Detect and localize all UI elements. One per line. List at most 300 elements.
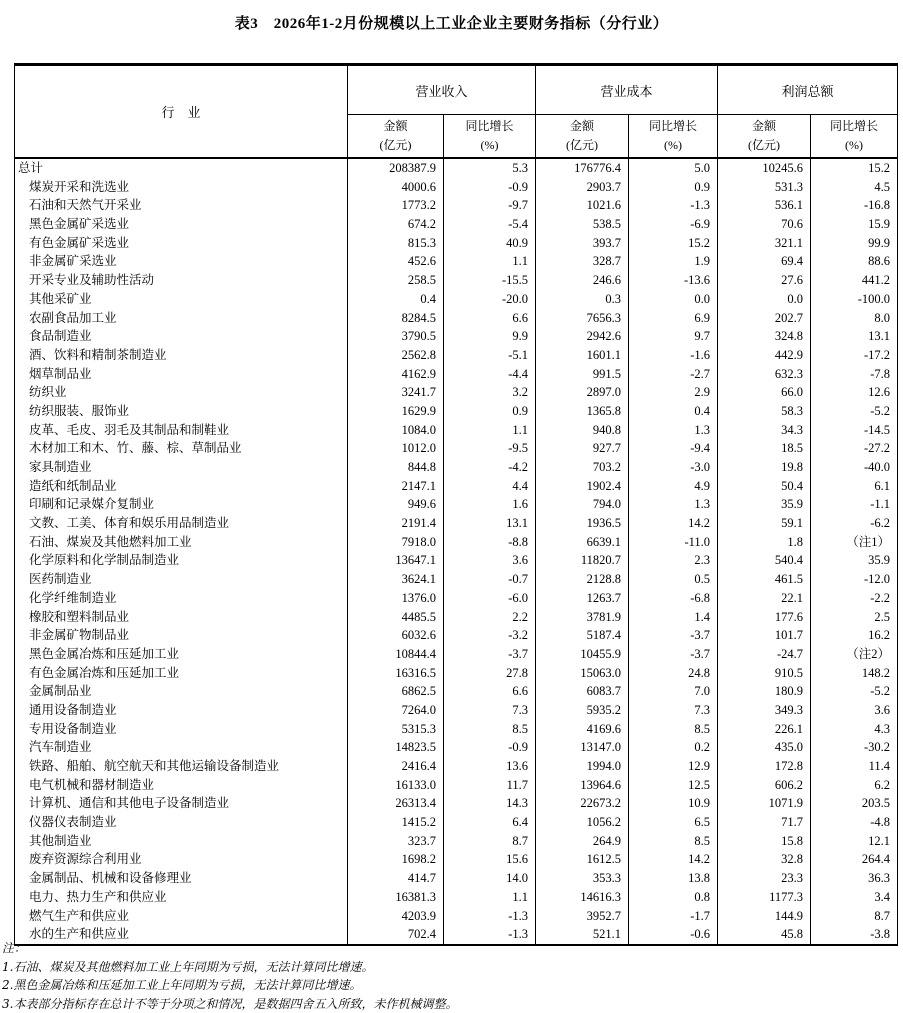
value-cell: -9.5 <box>444 439 536 458</box>
value-cell: 435.0 <box>718 738 811 757</box>
industry-cell: 纺织业 <box>15 383 348 402</box>
value-cell: 1.8 <box>718 533 811 552</box>
table-row <box>15 907 898 926</box>
value-cell: 353.3 <box>536 869 629 888</box>
value-cell: 4162.9 <box>348 365 444 384</box>
value-cell: -3.7 <box>444 645 536 664</box>
value-cell: -0.9 <box>444 178 536 197</box>
value-cell: 26313.4 <box>348 794 444 813</box>
industry-cell: 电力、热力生产和供应业 <box>15 888 348 907</box>
value-cell: 40.9 <box>444 234 536 253</box>
value-cell: 8.5 <box>629 720 718 739</box>
value-cell: -4.4 <box>444 365 536 384</box>
amount-label: 金额 <box>752 119 776 133</box>
value-cell: -5.2 <box>811 402 898 421</box>
table-row <box>15 495 898 514</box>
table-row <box>15 178 898 197</box>
industry-cell: 废弃资源综合利用业 <box>15 850 348 869</box>
value-cell: 69.4 <box>718 252 811 271</box>
value-cell: 323.7 <box>348 832 444 851</box>
value-cell: 1698.2 <box>348 850 444 869</box>
value-cell: 88.6 <box>811 252 898 271</box>
table-row <box>15 327 898 346</box>
value-cell: -0.9 <box>444 738 536 757</box>
value-cell: -12.0 <box>811 570 898 589</box>
table-row <box>15 720 898 739</box>
value-cell: 203.5 <box>811 794 898 813</box>
value-cell: 452.6 <box>348 252 444 271</box>
value-cell: 177.6 <box>718 608 811 627</box>
value-cell: 3781.9 <box>536 608 629 627</box>
value-cell: 71.7 <box>718 813 811 832</box>
value-cell: 3241.7 <box>348 383 444 402</box>
table-row <box>15 776 898 795</box>
value-cell: 10844.4 <box>348 645 444 664</box>
value-cell: 4.4 <box>444 477 536 496</box>
value-cell: 703.2 <box>536 458 629 477</box>
sub-header-profit-growth <box>811 115 898 159</box>
value-cell: -5.4 <box>444 215 536 234</box>
value-cell: 1056.2 <box>536 813 629 832</box>
value-cell: 7264.0 <box>348 701 444 720</box>
value-cell: -5.2 <box>811 682 898 701</box>
value-cell: 7.3 <box>444 701 536 720</box>
value-cell: 11.7 <box>444 776 536 795</box>
amount-unit-label: (亿元) <box>566 138 598 152</box>
value-cell: -5.1 <box>444 346 536 365</box>
value-cell: -3.0 <box>629 458 718 477</box>
table-row <box>15 701 898 720</box>
growth-unit-label: (%) <box>845 138 863 152</box>
value-cell: -1.6 <box>629 346 718 365</box>
value-cell: -3.8 <box>811 925 898 945</box>
value-cell: 180.9 <box>718 682 811 701</box>
value-cell: 4203.9 <box>348 907 444 926</box>
value-cell: 1.6 <box>444 495 536 514</box>
value-cell: 16133.0 <box>348 776 444 795</box>
value-cell: 2942.6 <box>536 327 629 346</box>
value-cell: 2147.1 <box>348 477 444 496</box>
value-cell: 14.2 <box>629 850 718 869</box>
table-row <box>15 346 898 365</box>
value-cell: 815.3 <box>348 234 444 253</box>
value-cell: 2.9 <box>629 383 718 402</box>
value-cell: 632.3 <box>718 365 811 384</box>
value-cell: 8.7 <box>811 907 898 926</box>
amount-label: 金额 <box>383 119 407 133</box>
value-cell: 940.8 <box>536 421 629 440</box>
value-cell: 58.3 <box>718 402 811 421</box>
value-cell: 23.3 <box>718 869 811 888</box>
value-cell: 0.0 <box>629 290 718 309</box>
table-row <box>15 439 898 458</box>
value-cell: 15.6 <box>444 850 536 869</box>
value-cell: 8284.5 <box>348 309 444 328</box>
table-row <box>15 626 898 645</box>
value-cell: -3.7 <box>629 626 718 645</box>
value-cell: 3624.1 <box>348 570 444 589</box>
value-cell: 22.1 <box>718 589 811 608</box>
value-cell: 349.3 <box>718 701 811 720</box>
value-cell: 3.2 <box>444 383 536 402</box>
value-cell: -8.8 <box>444 533 536 552</box>
table-row <box>15 290 898 309</box>
industry-cell: 专用设备制造业 <box>15 720 348 739</box>
value-cell: 66.0 <box>718 383 811 402</box>
value-cell: 5187.4 <box>536 626 629 645</box>
value-cell: 14616.3 <box>536 888 629 907</box>
value-cell: -0.6 <box>629 925 718 945</box>
value-cell: 1177.3 <box>718 888 811 907</box>
value-cell: 2.2 <box>444 608 536 627</box>
value-cell: 1.1 <box>444 888 536 907</box>
table-row <box>15 365 898 384</box>
note-item-3: 3.本表部分指标存在总计不等于分项之和情况，是数据四舍五入所致，未作机械调整。 <box>2 995 892 1013</box>
value-cell: 2562.8 <box>348 346 444 365</box>
value-cell: 14.3 <box>444 794 536 813</box>
industry-cell: 非金属矿采选业 <box>15 252 348 271</box>
value-cell: 1021.6 <box>536 196 629 215</box>
value-cell: 9.9 <box>444 327 536 346</box>
value-cell: 14.0 <box>444 869 536 888</box>
table-row <box>15 158 898 178</box>
table-row <box>15 252 898 271</box>
table-row <box>15 533 898 552</box>
value-cell: 949.6 <box>348 495 444 514</box>
value-cell: -1.7 <box>629 907 718 926</box>
value-cell: 0.0 <box>718 290 811 309</box>
value-cell: 15.2 <box>811 158 898 178</box>
value-cell: -0.7 <box>444 570 536 589</box>
value-cell: 1263.7 <box>536 589 629 608</box>
industry-column-header: 行 业 <box>15 65 348 159</box>
industry-cell: 化学纤维制造业 <box>15 589 348 608</box>
table-row <box>15 869 898 888</box>
value-cell: 13.6 <box>444 757 536 776</box>
value-cell: 13964.6 <box>536 776 629 795</box>
value-cell: 521.1 <box>536 925 629 945</box>
value-cell: 606.2 <box>718 776 811 795</box>
value-cell: 1773.2 <box>348 196 444 215</box>
value-cell: 441.2 <box>811 271 898 290</box>
value-cell: -3.2 <box>444 626 536 645</box>
table-row <box>15 832 898 851</box>
value-cell: 202.7 <box>718 309 811 328</box>
value-cell: -6.8 <box>629 589 718 608</box>
table-row <box>15 477 898 496</box>
table-row <box>15 383 898 402</box>
group-header-row <box>15 65 898 115</box>
value-cell: 176776.4 <box>536 158 629 178</box>
amount-label: 金额 <box>570 119 594 133</box>
growth-label: 同比增长 <box>830 119 878 133</box>
industry-cell: 有色金属冶炼和压延加工业 <box>15 664 348 683</box>
value-cell: 1365.8 <box>536 402 629 421</box>
value-cell: 6083.7 <box>536 682 629 701</box>
group-header-operating-revenue: 营业收入 <box>348 65 536 115</box>
value-cell: 6.2 <box>811 776 898 795</box>
table-row <box>15 589 898 608</box>
note-item-1: 1.石油、煤炭及其他燃料加工业上年同期为亏损，无法计算同比增速。 <box>2 958 892 977</box>
value-cell: 34.3 <box>718 421 811 440</box>
value-cell: 45.8 <box>718 925 811 945</box>
value-cell: 393.7 <box>536 234 629 253</box>
industry-cell: 文教、工美、体育和娱乐用品制造业 <box>15 514 348 533</box>
value-cell: 144.9 <box>718 907 811 926</box>
value-cell: 1902.4 <box>536 477 629 496</box>
table-row <box>15 551 898 570</box>
table-row <box>15 813 898 832</box>
value-cell: 16.2 <box>811 626 898 645</box>
value-cell: 0.3 <box>536 290 629 309</box>
value-cell: 11820.7 <box>536 551 629 570</box>
value-cell: -6.2 <box>811 514 898 533</box>
value-cell: 0.9 <box>629 178 718 197</box>
value-cell: 2416.4 <box>348 757 444 776</box>
value-cell: 1.9 <box>629 252 718 271</box>
value-cell: -100.0 <box>811 290 898 309</box>
industry-cell: 其他采矿业 <box>15 290 348 309</box>
industry-cell: 食品制造业 <box>15 327 348 346</box>
value-cell: 13.1 <box>444 514 536 533</box>
table-row <box>15 458 898 477</box>
industry-cell: 电气机械和器材制造业 <box>15 776 348 795</box>
value-cell: 1.1 <box>444 421 536 440</box>
value-cell: -16.8 <box>811 196 898 215</box>
value-cell: 13.8 <box>629 869 718 888</box>
value-cell: 50.4 <box>718 477 811 496</box>
value-cell: -27.2 <box>811 439 898 458</box>
value-cell: 7918.0 <box>348 533 444 552</box>
value-cell: -1.3 <box>444 907 536 926</box>
value-cell: -4.8 <box>811 813 898 832</box>
value-cell: -4.2 <box>444 458 536 477</box>
industry-cell: 煤炭开采和洗选业 <box>15 178 348 197</box>
value-cell: 6862.5 <box>348 682 444 701</box>
value-cell: 13147.0 <box>536 738 629 757</box>
value-cell: -1.3 <box>629 196 718 215</box>
table-row <box>15 608 898 627</box>
value-cell: 226.1 <box>718 720 811 739</box>
table-row <box>15 402 898 421</box>
value-cell: 6.1 <box>811 477 898 496</box>
value-cell: 6.5 <box>629 813 718 832</box>
value-cell: 101.7 <box>718 626 811 645</box>
sub-header-profit-amount <box>718 115 811 159</box>
table-row <box>15 271 898 290</box>
table-row <box>15 196 898 215</box>
value-cell: 172.8 <box>718 757 811 776</box>
value-cell: 27.8 <box>444 664 536 683</box>
amount-unit-label: (亿元) <box>748 138 780 152</box>
industry-cell: 橡胶和塑料制品业 <box>15 608 348 627</box>
value-cell: 258.5 <box>348 271 444 290</box>
sub-header-cost-growth <box>629 115 718 159</box>
industry-cell: 计算机、通信和其他电子设备制造业 <box>15 794 348 813</box>
industry-cell: 黑色金属矿采选业 <box>15 215 348 234</box>
industry-cell: 纺织服装、服饰业 <box>15 402 348 421</box>
table-row <box>15 888 898 907</box>
value-cell: -7.8 <box>811 365 898 384</box>
value-cell: 674.2 <box>348 215 444 234</box>
value-cell: 264.4 <box>811 850 898 869</box>
value-cell: 15.2 <box>629 234 718 253</box>
value-cell: 4000.6 <box>348 178 444 197</box>
value-cell: 1084.0 <box>348 421 444 440</box>
value-cell: 1629.9 <box>348 402 444 421</box>
value-cell: -14.5 <box>811 421 898 440</box>
table-row <box>15 570 898 589</box>
value-cell: 15.8 <box>718 832 811 851</box>
value-cell: 12.6 <box>811 383 898 402</box>
value-cell: 540.4 <box>718 551 811 570</box>
value-cell: -11.0 <box>629 533 718 552</box>
value-cell: 264.9 <box>536 832 629 851</box>
table-row <box>15 215 898 234</box>
value-cell: 10.9 <box>629 794 718 813</box>
industry-cell: 医药制造业 <box>15 570 348 589</box>
value-cell: 4.3 <box>811 720 898 739</box>
value-cell: 0.2 <box>629 738 718 757</box>
value-cell: 16316.5 <box>348 664 444 683</box>
value-cell: -2.2 <box>811 589 898 608</box>
value-cell: 2.3 <box>629 551 718 570</box>
value-cell: 12.9 <box>629 757 718 776</box>
value-cell: 4485.5 <box>348 608 444 627</box>
value-cell: -3.7 <box>629 645 718 664</box>
group-header-total-profit: 利润总额 <box>718 65 898 115</box>
industry-cell: 非金属矿物制品业 <box>15 626 348 645</box>
value-cell: -24.7 <box>718 645 811 664</box>
table-row <box>15 738 898 757</box>
value-cell: 1601.1 <box>536 346 629 365</box>
value-cell: 27.6 <box>718 271 811 290</box>
growth-label: 同比增长 <box>466 119 514 133</box>
value-cell: 328.7 <box>536 252 629 271</box>
value-cell: 14823.5 <box>348 738 444 757</box>
value-cell: 3.6 <box>444 551 536 570</box>
value-cell: 414.7 <box>348 869 444 888</box>
value-cell: 531.3 <box>718 178 811 197</box>
industry-cell: 石油和天然气开采业 <box>15 196 348 215</box>
value-cell: 4.5 <box>811 178 898 197</box>
value-cell: 5.3 <box>444 158 536 178</box>
value-cell: -30.2 <box>811 738 898 757</box>
value-cell: 15.9 <box>811 215 898 234</box>
value-cell: 1376.0 <box>348 589 444 608</box>
amount-unit-label: (亿元) <box>380 138 412 152</box>
value-cell: 1.3 <box>629 421 718 440</box>
value-cell: 0.4 <box>629 402 718 421</box>
growth-unit-label: (%) <box>481 138 499 152</box>
value-cell: 12.1 <box>811 832 898 851</box>
value-cell: -20.0 <box>444 290 536 309</box>
page-title: 表3 2026年1-2月份规模以上工业企业主要财务指标（分行业） <box>0 12 903 33</box>
value-cell: 794.0 <box>536 495 629 514</box>
value-cell: 7656.3 <box>536 309 629 328</box>
value-cell: -9.4 <box>629 439 718 458</box>
value-cell: 13647.1 <box>348 551 444 570</box>
industry-cell: 开采专业及辅助性活动 <box>15 271 348 290</box>
value-cell: 32.8 <box>718 850 811 869</box>
growth-label: 同比增长 <box>649 119 697 133</box>
value-cell: 0.5 <box>629 570 718 589</box>
value-cell: 6032.6 <box>348 626 444 645</box>
value-cell: 13.1 <box>811 327 898 346</box>
value-cell: -9.7 <box>444 196 536 215</box>
value-cell: 2191.4 <box>348 514 444 533</box>
industry-cell: 仪器仪表制造业 <box>15 813 348 832</box>
table-row <box>15 682 898 701</box>
value-cell: 10245.6 <box>718 158 811 178</box>
note-item-2: 2.黑色金属冶炼和压延加工业上年同期为亏损，无法计算同比增速。 <box>2 976 892 995</box>
value-cell: 59.1 <box>718 514 811 533</box>
industry-cell: 印刷和记录媒介复制业 <box>15 495 348 514</box>
value-cell: -40.0 <box>811 458 898 477</box>
value-cell: 2903.7 <box>536 178 629 197</box>
value-cell: 35.9 <box>811 551 898 570</box>
growth-unit-label: (%) <box>664 138 682 152</box>
value-cell: 8.5 <box>444 720 536 739</box>
table-row <box>15 664 898 683</box>
value-cell: 7.0 <box>629 682 718 701</box>
value-cell: 12.5 <box>629 776 718 795</box>
value-cell: 0.9 <box>444 402 536 421</box>
industry-cell: 农副食品加工业 <box>15 309 348 328</box>
value-cell: 461.5 <box>718 570 811 589</box>
value-cell: 6639.1 <box>536 533 629 552</box>
value-cell: 24.8 <box>629 664 718 683</box>
value-cell: 910.5 <box>718 664 811 683</box>
value-cell: 2897.0 <box>536 383 629 402</box>
value-cell: -15.5 <box>444 271 536 290</box>
value-cell: 8.0 <box>811 309 898 328</box>
value-cell: -6.0 <box>444 589 536 608</box>
value-cell: 702.4 <box>348 925 444 945</box>
table-row <box>15 757 898 776</box>
industry-cell: 铁路、船舶、航空航天和其他运输设备制造业 <box>15 757 348 776</box>
industry-cell: 金属制品、机械和设备修理业 <box>15 869 348 888</box>
value-cell: 1.1 <box>444 252 536 271</box>
value-cell: 1012.0 <box>348 439 444 458</box>
value-cell: 3790.5 <box>348 327 444 346</box>
value-cell: 3.6 <box>811 701 898 720</box>
value-cell: 3952.7 <box>536 907 629 926</box>
table-row <box>15 309 898 328</box>
value-cell: 1936.5 <box>536 514 629 533</box>
table-row <box>15 421 898 440</box>
value-cell: 208387.9 <box>348 158 444 178</box>
financial-indicators-table <box>14 63 898 946</box>
value-cell: 18.5 <box>718 439 811 458</box>
industry-cell: 化学原料和化学制品制造业 <box>15 551 348 570</box>
value-cell: -6.9 <box>629 215 718 234</box>
value-cell: -13.6 <box>629 271 718 290</box>
industry-cell: 酒、饮料和精制茶制造业 <box>15 346 348 365</box>
value-cell: 70.6 <box>718 215 811 234</box>
value-cell: 8.7 <box>444 832 536 851</box>
value-cell: 4169.6 <box>536 720 629 739</box>
industry-cell: 总计 <box>15 158 348 178</box>
industry-cell: 黑色金属冶炼和压延加工业 <box>15 645 348 664</box>
value-cell: （注1） <box>811 533 898 552</box>
value-cell: 6.6 <box>444 682 536 701</box>
table-row <box>15 850 898 869</box>
value-cell: 6.6 <box>444 309 536 328</box>
value-cell: 246.6 <box>536 271 629 290</box>
notes-label: 注： <box>2 939 892 958</box>
value-cell: 2128.8 <box>536 570 629 589</box>
